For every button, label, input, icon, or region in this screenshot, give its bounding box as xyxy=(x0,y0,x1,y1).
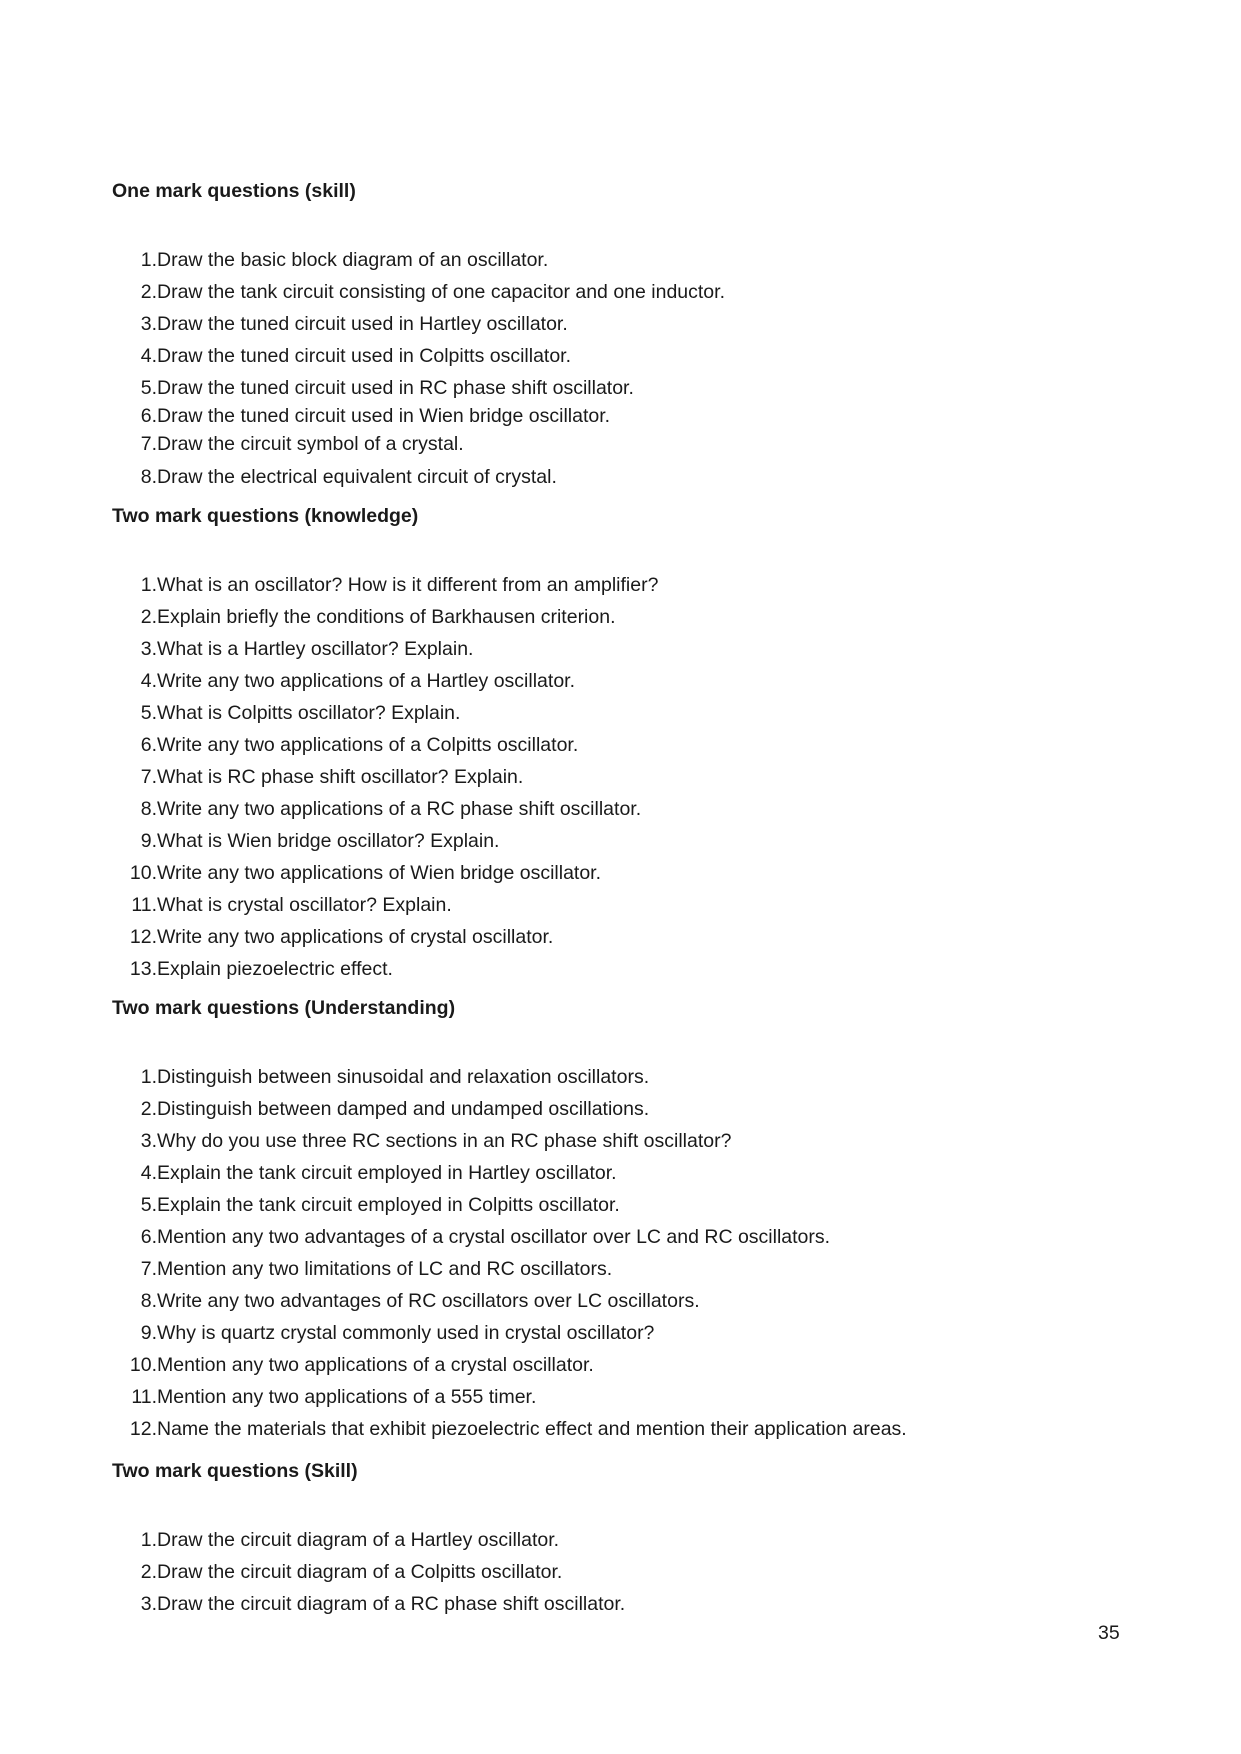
item-text: What is crystal oscillator? Explain. xyxy=(157,894,452,916)
item-text: Distinguish between sinusoidal and relaxation oscillators. xyxy=(157,1066,650,1088)
list-item xyxy=(112,1591,626,1617)
section-one-mark-skill xyxy=(112,179,1132,488)
item-text: Why is quartz crystal commonly used in crystal oscillator? xyxy=(157,1322,655,1344)
item-number: 11. xyxy=(131,894,157,916)
item-text: Draw the tuned circuit used in Wien bridge oscillator. xyxy=(157,405,611,427)
item-number: 1. xyxy=(140,249,157,271)
item-number: 7. xyxy=(140,433,157,455)
page-number: 35 xyxy=(1098,1622,1120,1644)
item-number: 13. xyxy=(129,958,157,980)
item-number: 9. xyxy=(140,1322,157,1344)
item-text: Draw the circuit symbol of a crystal. xyxy=(157,433,464,455)
item-text: Draw the circuit diagram of a Colpitts oscillator. xyxy=(157,1561,563,1583)
list-item xyxy=(112,1320,655,1346)
list-item xyxy=(112,604,616,630)
list-item xyxy=(112,1192,620,1218)
list-item xyxy=(112,572,659,598)
item-text: Explain the tank circuit employed in Hartley oscillator. xyxy=(157,1162,617,1184)
list-item xyxy=(112,247,549,273)
section-heading: One mark questions (skill) xyxy=(112,180,356,202)
list-item xyxy=(112,892,452,918)
list-item xyxy=(112,700,461,726)
item-text: Explain briefly the conditions of Barkhausen criterion. xyxy=(157,606,616,628)
item-text: What is Wien bridge oscillator? Explain. xyxy=(157,830,500,852)
list-item xyxy=(112,1224,831,1250)
item-text: Mention any two applications of a 555 timer. xyxy=(157,1386,537,1408)
list-item xyxy=(112,1256,613,1282)
list-item xyxy=(112,796,642,822)
item-number: 3. xyxy=(140,313,157,335)
item-text: Why do you use three RC sections in an RC phase shift oscillator? xyxy=(157,1130,732,1152)
item-text: What is Colpitts oscillator? Explain. xyxy=(157,702,461,724)
list-item xyxy=(112,1384,537,1410)
list-item xyxy=(112,1352,594,1378)
list-item xyxy=(112,1288,700,1314)
item-number: 6. xyxy=(140,734,157,756)
item-number: 1. xyxy=(140,1529,157,1551)
item-number: 9. xyxy=(140,830,157,852)
list-item xyxy=(112,924,554,950)
list-item xyxy=(112,403,611,429)
list-item xyxy=(112,1559,563,1585)
item-number: 2. xyxy=(140,606,157,628)
item-number: 11. xyxy=(131,1386,157,1408)
section-two-mark-skill xyxy=(112,1459,1132,1615)
list-item xyxy=(112,956,393,982)
item-number: 5. xyxy=(140,1194,157,1216)
item-number: 8. xyxy=(140,798,157,820)
list-item xyxy=(112,279,725,305)
list-item xyxy=(112,311,568,337)
item-number: 6. xyxy=(140,405,157,427)
item-text: Write any two applications of a Hartley oscillator. xyxy=(157,670,575,692)
item-number: 2. xyxy=(140,281,157,303)
item-text: Draw the circuit diagram of a Hartley oscillator. xyxy=(157,1529,560,1551)
item-text: What is a Hartley oscillator? Explain. xyxy=(157,638,474,660)
section-two-mark-understanding xyxy=(112,996,1132,1440)
list-item xyxy=(112,764,524,790)
item-number: 3. xyxy=(140,638,157,660)
item-text: Draw the tuned circuit used in Colpitts oscillator. xyxy=(157,345,572,367)
item-number: 8. xyxy=(140,466,157,488)
item-number: 10. xyxy=(129,862,157,884)
item-text: Draw the electrical equivalent circuit of crystal. xyxy=(157,466,557,488)
item-text: Explain the tank circuit employed in Colpitts oscillator. xyxy=(157,1194,620,1216)
item-text: Draw the tuned circuit used in Hartley oscillator. xyxy=(157,313,568,335)
item-text: Draw the tuned circuit used in RC phase shift oscillator. xyxy=(157,377,634,399)
list-item xyxy=(112,1527,560,1553)
list-item xyxy=(112,1096,650,1122)
item-text: Distinguish between damped and undamped oscillations. xyxy=(157,1098,650,1120)
item-text: Name the materials that exhibit piezoelectric effect and mention their application areas. xyxy=(157,1418,907,1440)
item-number: 4. xyxy=(140,345,157,367)
item-number: 7. xyxy=(140,1258,157,1280)
item-number: 6. xyxy=(140,1226,157,1248)
item-number: 4. xyxy=(140,1162,157,1184)
item-number: 3. xyxy=(140,1130,157,1152)
item-number: 1. xyxy=(140,1066,157,1088)
item-text: What is an oscillator? How is it different from an amplifier? xyxy=(157,574,659,596)
list-item xyxy=(112,431,464,457)
item-text: Write any two advantages of RC oscillators over LC oscillators. xyxy=(157,1290,700,1312)
item-text: Draw the circuit diagram of a RC phase shift oscillator. xyxy=(157,1593,626,1615)
item-number: 2. xyxy=(140,1561,157,1583)
item-number: 12. xyxy=(129,1418,157,1440)
item-number: 4. xyxy=(140,670,157,692)
item-text: Draw the basic block diagram of an oscillator. xyxy=(157,249,549,271)
item-text: Explain piezoelectric effect. xyxy=(157,958,393,980)
item-number: 12. xyxy=(129,926,157,948)
section-two-mark-knowledge xyxy=(112,504,1132,980)
list-item xyxy=(112,1064,650,1090)
item-text: Write any two applications of crystal oscillator. xyxy=(157,926,554,948)
list-item xyxy=(112,860,602,886)
item-number: 8. xyxy=(140,1290,157,1312)
list-item xyxy=(112,668,575,694)
item-number: 1. xyxy=(140,574,157,596)
item-text: Mention any two limitations of LC and RC oscillators. xyxy=(157,1258,613,1280)
item-text: Write any two applications of Wien bridge oscillator. xyxy=(157,862,602,884)
item-number: 5. xyxy=(140,702,157,724)
item-number: 3. xyxy=(140,1593,157,1615)
list-item xyxy=(112,636,474,662)
item-text: What is RC phase shift oscillator? Explain. xyxy=(157,766,524,788)
item-number: 2. xyxy=(140,1098,157,1120)
list-item xyxy=(112,1128,732,1154)
section-heading: Two mark questions (Understanding) xyxy=(112,997,456,1019)
item-text: Draw the tank circuit consisting of one capacitor and one inductor. xyxy=(157,281,725,303)
item-number: 7. xyxy=(140,766,157,788)
item-text: Mention any two advantages of a crystal oscillator over LC and RC oscillators. xyxy=(157,1226,831,1248)
section-heading: Two mark questions (Skill) xyxy=(112,1460,358,1482)
list-item xyxy=(112,1416,907,1442)
list-item xyxy=(112,828,500,854)
item-number: 10. xyxy=(129,1354,157,1376)
list-item xyxy=(112,464,557,490)
item-text: Write any two applications of a RC phase shift oscillator. xyxy=(157,798,642,820)
section-heading: Two mark questions (knowledge) xyxy=(112,505,419,527)
item-text: Write any two applications of a Colpitts oscillator. xyxy=(157,734,579,756)
list-item xyxy=(112,732,579,758)
item-text: Mention any two applications of a crystal oscillator. xyxy=(157,1354,594,1376)
list-item xyxy=(112,375,634,401)
list-item xyxy=(112,1160,617,1186)
list-item xyxy=(112,343,572,369)
item-number: 5. xyxy=(140,377,157,399)
